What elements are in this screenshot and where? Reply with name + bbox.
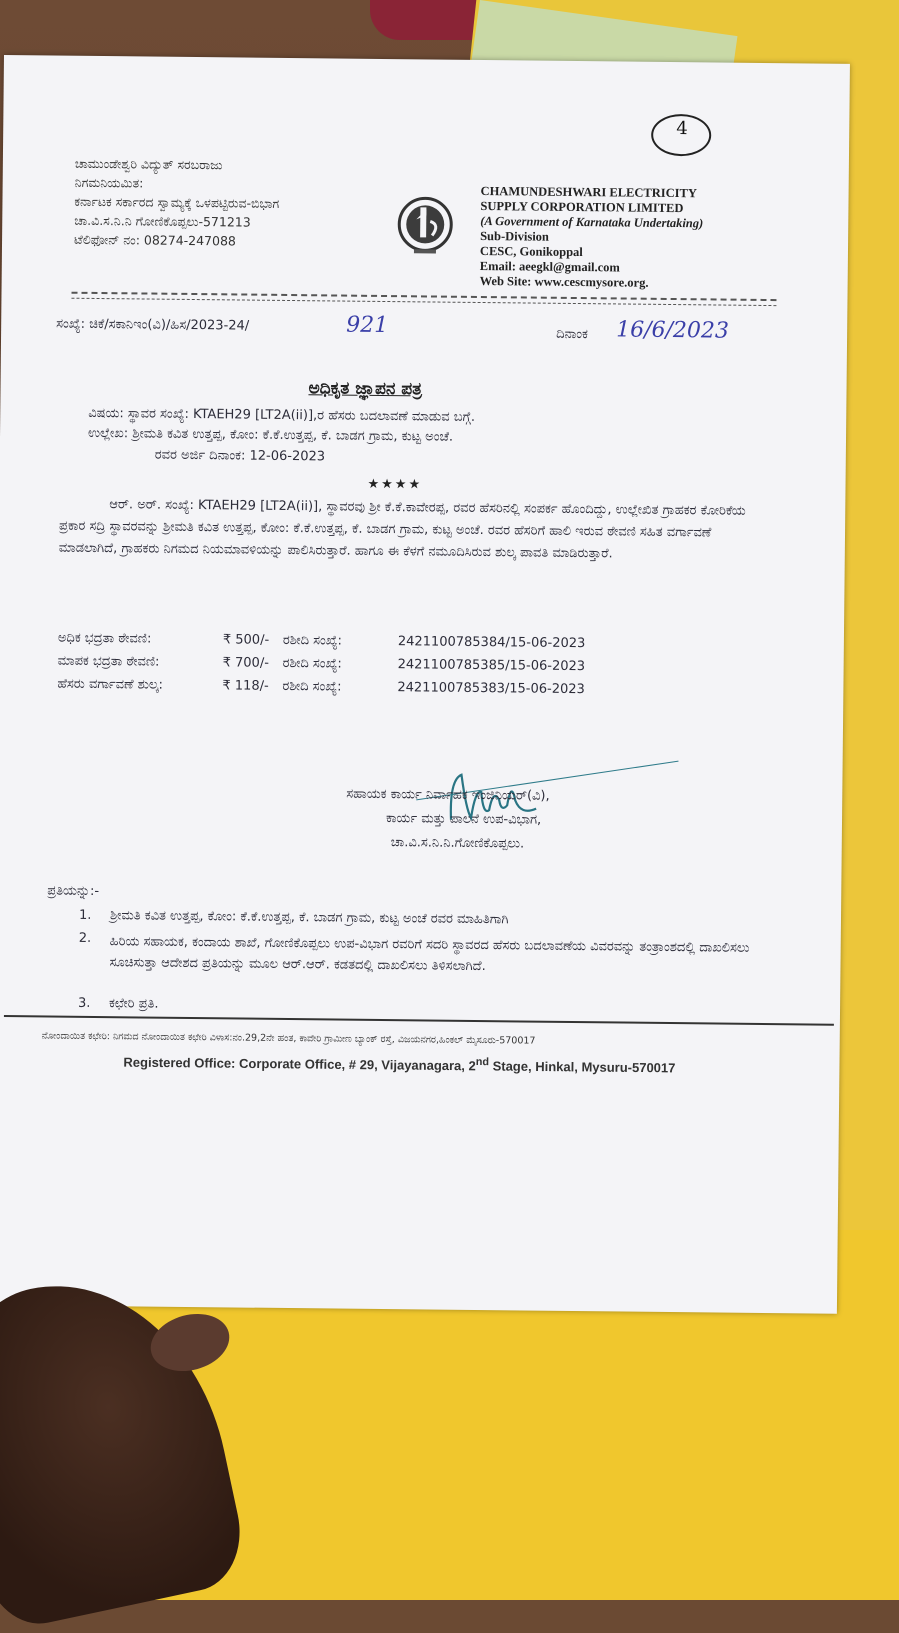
fee-row xyxy=(58,654,586,675)
signatory-line-1: ಸಹಾಯಕ ಕಾರ್ಯ ನಿರ್ವಾಹಕ ಇಂಜಿನಿಯರ್(ವಿ), xyxy=(346,786,550,804)
document-title: ಅಧಿಕೃತ ಜ್ಞಾಪನ ಪತ್ರ xyxy=(308,378,423,400)
header-kn-line-3: ಕರ್ನಾಟಕ ಸರ್ಕಾರದ ಸ್ವಾಮ್ಯಕ್ಕೆ ಒಳಪಟ್ಟಿರುವ-ಬಿಭಾಗ xyxy=(74,193,280,211)
header-en-line-3: (A Government of Karnataka Undertaking) xyxy=(480,213,704,231)
footer-registered-office xyxy=(123,1052,675,1075)
header-en-website: Web Site: www.cescmysore.org. xyxy=(479,273,649,290)
cesc-logo xyxy=(392,191,459,258)
copy-item-number: 3. xyxy=(77,995,91,1011)
subject-line: ವಿಷಯ: ಸ್ಥಾವರ ಸಂಖ್ಯೆ: KTAEH29 [LT2A(ii)],ರ ಹೆಸರು ಬದಲಾವಣೆ ಮಾಡುವ ಬಗ್ಗೆ. xyxy=(88,405,476,425)
fee-amount: ₹ 118/- xyxy=(222,678,269,694)
fee-label: ಹೆಸರು ವರ್ಗಾವಣೆ ಶುಲ್ಕ: xyxy=(57,676,164,693)
fee-label: ಮಾಪಕ ಭದ್ರತಾ ಠೇವಣಿ: xyxy=(57,653,160,670)
header-en-line-2: SUPPLY CORPORATION LIMITED xyxy=(480,198,684,216)
header-en-email: Email: aeegkl@gmail.com xyxy=(479,258,620,275)
reference-line: ಉಲ್ಲೇಖ: ಶ್ರೀಮತಿ ಕವಿತ ಉತ್ತಪ್ಪ, ಕೋಂ: ಕೆ.ಕೆ.ಉತ್ತಪ್ಪ, ಕೆ. ಬಾಡಗ ಗ್ರಾಮ, ಕುಟ್ಟ ಅಂಚೆ. xyxy=(87,425,454,445)
footer-en-prefix: Registered Office: Corporate Office, # 29, Vijayanagara, 2 xyxy=(123,1054,476,1074)
signatory-line-3: ಚಾ.ವಿ.ಸ.ನಿ.ನಿ.ಗೋಣಿಕೊಪ್ಪಲು. xyxy=(390,835,525,852)
copies-heading: ಪ್ರತಿಯನ್ನು:- xyxy=(47,883,100,900)
receipt-number: 2421100785385/15-06-2023 xyxy=(397,657,586,675)
fee-amount: ₹ 500/- xyxy=(222,632,270,648)
footer-en-sup: nd xyxy=(475,1055,490,1069)
signatory-line-2: ಕಾರ್ಯ ಮತ್ತು ಪಾಲನೆ ಉಪ-ವಿಭಾಗ, xyxy=(385,811,542,828)
receipt-label: ರಶೀದಿ ಸಂಖ್ಯೆ: xyxy=(282,655,342,672)
copy-item-text: ಕಛೇರಿ ಪ್ರತಿ. xyxy=(108,996,159,1012)
receipt-number: 2421100785383/15-06-2023 xyxy=(397,680,585,698)
header-en-line-5: CESC, Gonikoppal xyxy=(479,243,583,260)
header-kn-line-5: ಟೆಲಿಫೋನ್ ನಂ: 08274-247088 xyxy=(73,231,237,249)
page-number: 4 xyxy=(676,118,688,140)
letter-paper xyxy=(0,55,850,1314)
receipt-label: ರಶೀದಿ ಸಂಖ್ಯೆ: xyxy=(282,632,343,649)
footer-divider xyxy=(4,1015,834,1026)
header-kn-line-1: ಚಾಮುಂಡೇಶ್ವರಿ ವಿದ್ಯುತ್ ಸರಬರಾಜು xyxy=(74,155,223,173)
receipt-number: 2421100785384/15-06-2023 xyxy=(397,634,586,652)
fee-row xyxy=(57,677,585,698)
copy-item-number: 2. xyxy=(78,930,92,946)
application-date-line: ರವರ ಅರ್ಜಿ ದಿನಾಂಕ: 12-06-2023 xyxy=(154,447,326,465)
date-label: ದಿನಾಂಕ xyxy=(556,326,589,343)
footer-en-suffix: Stage, Hinkal, Mysuru-570017 xyxy=(488,1058,676,1076)
fee-amount: ₹ 700/- xyxy=(222,655,270,671)
header-en-line-4: Sub-Division xyxy=(480,228,549,244)
section-stars: ★★★★ xyxy=(367,476,423,493)
footer-kn-address: ನೋಂದಾಯಿತ ಕಛೇರಿ: ನಿಗಮದ ನೋಂದಾಯಿತ ಕಛೇರಿ ವಿಳಾಸ:ನಂ.29,2ನೇ ಹಂತ, ಕಾವೇರಿ ಗ್ರಾಮೀಣ ಬ್ಯಾಂಕ್ ರಸ್ತೆ, ವಿಜಯನಗರ,ಹಿಂಕಲ್ ಮೈಸೂರು-570017 xyxy=(41,1030,536,1047)
date-handwritten: 16/6/2023 xyxy=(616,317,730,344)
copy-item-text: ಹಿರಿಯ ಸಹಾಯಕ, ಕಂದಾಯ ಶಾಖೆ, ಗೋಣಿಕೊಪ್ಪಲು ಉಪ-ವಿಭಾಗ ರವರಿಗೆ ಸದರಿ ಸ್ಥಾವರದ ಹೆಸರು ಬದಲಾವಣೆಯ ವಿವರವನ್ನು ತಂತ್ರಾಂಶದಲ್ಲಿ ದಾಖಲಿಸಲು ಸೂಚಿಸುತ್ತಾ ಆದೇಶದ ಪ್ರತಿಯನ್ನು ಮೂಲ ಆರ್.ಆರ್. ಕಡತದಲ್ಲಿ ದಾಖಲಿಸಲು ತಿಳಿಸಲಾಗಿದೆ. xyxy=(109,934,750,975)
ref-number-handwritten: 921 xyxy=(346,312,389,339)
fee-label: ಅಧಿಕ ಭದ್ರತಾ ಠೇವಣಿ: xyxy=(57,630,152,647)
copy-item-number: 1. xyxy=(78,907,92,923)
fee-row xyxy=(58,631,586,652)
copy-item-text: ಶ್ರೀಮತಿ ಕವಿತ ಉತ್ತಪ್ಪ, ಕೋಂ: ಕೆ.ಕೆ.ಉತ್ತಪ್ಪ, ಕೆ. ಬಾಡಗ ಗ್ರಾಮ, ಕುಟ್ಟ ಅಂಚೆ ರವರ ಮಾಹಿತಿಗಾಗಿ xyxy=(109,908,509,928)
header-en-line-1: CHAMUNDESHWARI ELECTRICITY xyxy=(480,183,698,201)
main-paragraph: ಆರ್. ಅರ್. ಸಂಖ್ಯೆ: KTAEH29 [LT2A(ii)], ಸ್ಥಾವರವು ಶ್ರೀ ಕೆ.ಕೆ.ಕಾವೇರಪ್ಪ, ರವರ ಹೆಸರಿನಲ್ಲಿ ಸಂಪರ್ಕ ಹೊಂದಿದ್ದು, ಉಲ್ಲೇಖಿತ ಗ್ರಾಹಕರ ಕೋರಿಕೆಯ ಪ್ರಕಾರ ಸದ್ರಿ ಸ್ಥಾವರವನ್ನು ಶ್ರೀಮತಿ ಕವಿತ ಉತ್ತಪ್ಪ, ಕೋಂ: ಕೆ.ಕೆ.ಉತ್ತಪ್ಪ, ಕೆ. ಬಾಡಗ ಗ್ರಾಮ, ಕುಟ್ಟ ಅಂಚೆ. ರವರ ಹೆಸರಿಗೆ ಹಾಲಿ ಇರುವ ಠೇವಣಿ ಸಹಿತ ವರ್ಗಾವಣೆ ಮಾಡಲಾಗಿದೆ, ಗ್ರಾಹಕರು ನಿಗಮದ ನಿಯಮಾವಳಿಯನ್ನು ಪಾಲಿಸಿರುತ್ತಾರೆ. ಹಾಗೂ ಈ ಕೆಳಗೆ ನಮೂದಿಸಿರುವ ಶುಲ್ಕ ಪಾವತಿ ಮಾಡಿರುತ್ತಾರೆ. xyxy=(58,497,746,562)
receipt-label: ರಶೀದಿ ಸಂಖ್ಯೆ: xyxy=(282,678,342,695)
header-kn-line-4: ಚಾ.ವಿ.ಸ.ನಿ.ನಿ ಗೋಣಿಕೊಪ್ಪಲು-571213 xyxy=(74,212,251,230)
header-kn-line-2: ನಿಗಮನಿಯಮಿತ: xyxy=(74,174,144,191)
ref-number-label: ಸಂಖ್ಯೆ: ಚಿಕೆ/ಸಕಾನಿಇಂ(ವಿ)/ಹಿಸ/2023-24/ xyxy=(56,316,250,334)
